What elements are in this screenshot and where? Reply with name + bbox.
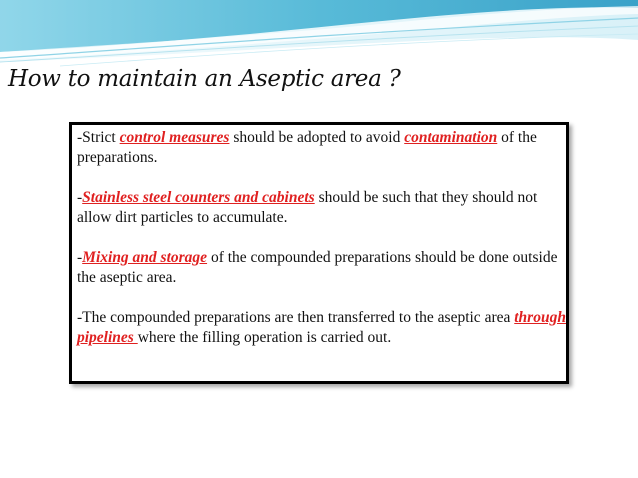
p1-post: of the preparations. [77,129,537,166]
p2-post: should be such that they should not allow dirt particles to accumulate. [77,189,538,226]
content-box [69,122,569,384]
decorative-wave-banner [0,0,638,70]
slide-title: How to maintain an Aseptic area ? [8,66,401,92]
p4-pre: -The compounded preparations are then transferred to the aseptic area [77,309,515,326]
highlight-control-measures: control measures [119,129,230,146]
p3-pre: - [77,249,83,266]
paragraph-pipelines [77,308,566,348]
p4-post: where the filling operation is carried out. [137,329,392,346]
highlight-stainless-steel: Stainless steel counters and cabinets [82,189,315,206]
highlight-through-pipelines: through pipelines [77,309,566,346]
p3-post: of the compounded preparations should be done outside the aseptic area. [77,249,558,286]
p2-pre: - [77,189,83,206]
p1-pre: -Strict [77,129,120,146]
paragraph-stainless-steel [77,188,566,228]
paragraph-mixing-storage [77,248,566,288]
highlight-contamination: contamination [404,129,498,146]
highlight-mixing-storage: Mixing and storage [82,249,208,266]
p1-mid: should be adopted to avoid [229,129,405,146]
paragraph-control-measures [77,128,566,168]
